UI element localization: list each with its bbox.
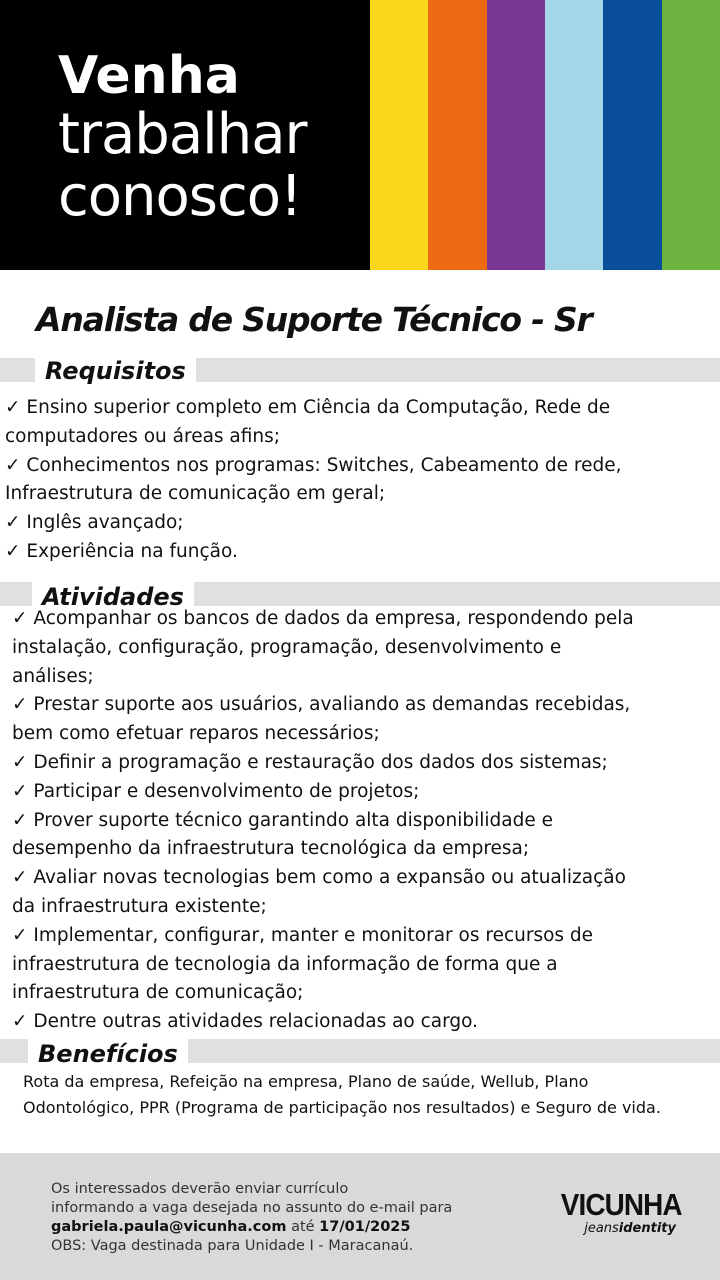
list-item-text: Experiência na função. (26, 540, 238, 562)
list-item (5, 538, 720, 567)
list-item: infraestrutura de comunicação; (12, 982, 304, 1004)
footer-text (51, 1180, 452, 1256)
list-item: ✓ Prover suporte técnico garantindo alta disponibilidade e (12, 809, 553, 831)
footer-line-3 (51, 1218, 452, 1237)
list-item: ✓ Prestar suporte aos usuários, avaliando as demandas recebidas, (12, 694, 631, 716)
list-item: da infraestrutura existente; (12, 895, 267, 917)
footer-line-2: informando a vaga desejada no assunto do e-mail para (51, 1200, 453, 1216)
list-item: bem como efetuar reparos necessários; (12, 723, 380, 745)
check-icon: ✓ (5, 454, 21, 476)
logo-brand: VICUNHA (560, 1187, 682, 1222)
list-item: instalação, configuração, programação, desenvolvimento e (12, 636, 562, 658)
section-heading-requisitos: Requisitos (35, 354, 196, 388)
stripe-green (662, 0, 720, 270)
vicunha-logo (548, 1187, 682, 1237)
logo-tagline (548, 1221, 676, 1237)
section-heading-atividades: Atividades (32, 580, 194, 614)
list-item: ✓ Acompanhar os bancos de dados da empresa, respondendo pela (12, 608, 634, 629)
list-item-text: Conhecimentos nos programas: Switches, Cabeamento de rede, Infraestrutura de comunicação em geral; (5, 454, 622, 505)
footer-obs: OBS: Vaga destinada para Unidade I - Maracanaú. (51, 1238, 414, 1254)
color-stripes (370, 0, 720, 270)
section-beneficios-header (0, 1039, 720, 1068)
list-item (5, 452, 720, 510)
job-title: Analista de Suporte Técnico - Sr (36, 300, 592, 339)
headline-line-1: Venha (58, 46, 240, 106)
list-item: ✓ Avaliar novas tecnologias bem como a expansão ou atualização (12, 867, 626, 889)
logo-tag-bold: identity (618, 1221, 676, 1236)
headline-line-3: conosco! (58, 164, 302, 229)
footer-line-1: Os interessados deverão enviar currículo (51, 1181, 349, 1197)
list-item (5, 509, 720, 538)
list-item: desempenho da infraestrutura tecnológica da empresa; (12, 838, 530, 860)
stripe-purple (487, 0, 545, 270)
section-requisitos-header (0, 357, 720, 385)
hero-banner (0, 0, 720, 270)
check-icon: ✓ (5, 512, 21, 534)
check-icon: ✓ (5, 540, 21, 562)
section-heading-beneficios: Benefícios (28, 1037, 188, 1071)
beneficios-text: Rota da empresa, Refeição na empresa, Plano de saúde, Wellub, Plano Odontológico, PPR (Programa de participação nos resultados) e Seguro de vida. (23, 1072, 661, 1117)
logo-tag-light: jeans (584, 1221, 619, 1236)
list-item (5, 394, 720, 452)
list-item: análises; (12, 665, 94, 687)
atividades-list (12, 605, 720, 1037)
requisitos-list (5, 394, 720, 567)
stripe-blue (603, 0, 661, 270)
list-item: infraestrutura de tecnologia da informação de forma que a (12, 953, 558, 975)
stripe-orange (428, 0, 486, 270)
contact-email[interactable]: gabriela.paula@vicunha.com (51, 1219, 287, 1235)
list-item: ✓ Participar e desenvolvimento de projetos; (12, 780, 420, 802)
headline (58, 48, 307, 228)
list-item: ✓ Implementar, configurar, manter e monitorar os recursos de (12, 924, 594, 946)
until-label: até (291, 1219, 315, 1235)
list-item-text: Inglês avançado; (26, 512, 184, 534)
footer (0, 1153, 720, 1280)
deadline-date: 17/01/2025 (319, 1219, 411, 1235)
list-item: ✓ Dentre outras atividades relacionadas ao cargo. (12, 1011, 479, 1033)
stripe-light-blue (545, 0, 603, 270)
list-item: ✓ Definir a programação e restauração dos dados dos sistemas; (12, 751, 608, 773)
list-item-text: Ensino superior completo em Ciência da Computação, Rede de computadores ou áreas afins; (5, 397, 611, 447)
check-icon: ✓ (5, 397, 21, 418)
section-atividades-header (0, 582, 720, 611)
stripe-yellow (370, 0, 428, 270)
headline-line-2: trabalhar (58, 102, 307, 167)
